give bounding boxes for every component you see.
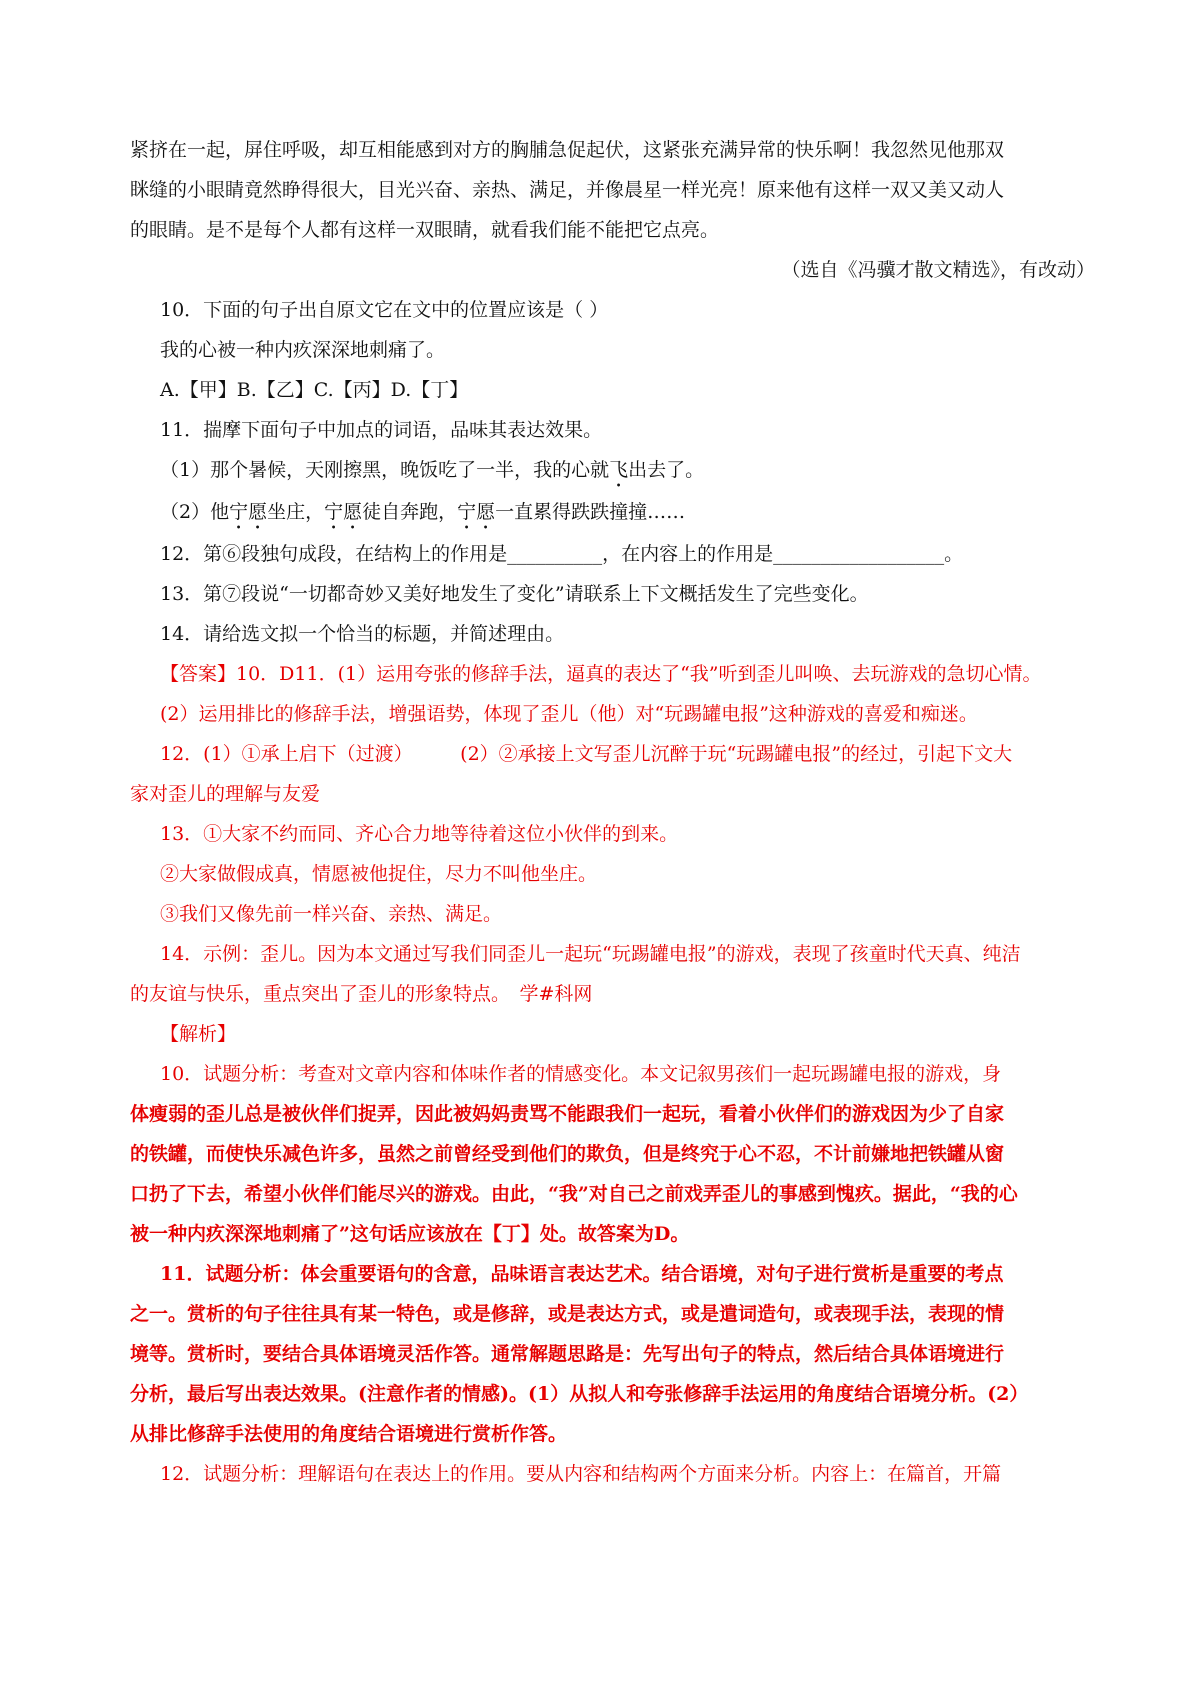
question-14: 14．请给选文拟一个恰当的标题，并简述理由。 <box>160 623 565 645</box>
answer-line: 【答案】10．D11．(1）运用夸张的修辞手法，逼真的表达了“我”听到歪儿叫唤、去玩游戏的急切心情。 <box>160 663 1042 685</box>
text-run: 出去了。 <box>628 459 705 481</box>
analysis-11-line: 境等。赏析时，要结合具体语境灵活作答。通常解题思路是：先写出句子的特点，然后结合具体语境进行 <box>130 1343 1005 1365</box>
question-10-sentence: 我的心被一种内疚深深地刺痛了。 <box>160 339 446 361</box>
analysis-11-line: 之一。赏析的句子往往具有某一特色，或是修辞，或是表达方式，或是遣词造句，或表现手法，表现的情 <box>130 1303 1005 1325</box>
text-run: （1）那个暑候，天刚擦黑，晚饭吃了一半，我的心就 <box>160 459 610 481</box>
analysis-10-line: 被一种内疚深深地刺痛了”这句话应该放在【丁】处。故答案为D。 <box>130 1223 690 1245</box>
analysis-heading: 【解析】 <box>160 1023 237 1045</box>
analysis-11-line: 11．试题分析：体会重要语句的含意，品味语言表达艺术。结合语境，对句子进行赏析是重要的考点 <box>160 1263 1004 1285</box>
passage-line: 的眼睛。是不是每个人都有这样一双眼睛，就看我们能不能把它点亮。 <box>130 219 720 241</box>
answer-line: 的友谊与快乐，重点突出了歪儿的形象特点。 学#科网 <box>130 983 593 1005</box>
analysis-10-line: 的铁罐，而使快乐减色许多，虽然之前曾经受到他们的欺负，但是终究于心不忍，不计前嫌地把铁罐从窗 <box>130 1143 1005 1165</box>
dotted-word: 宁愿 <box>457 501 496 523</box>
question-11: 11．揣摩下面句子中加点的词语，品味其表达效果。 <box>160 419 603 441</box>
answer-line: ③我们又像先前一样兴奋、亲热、满足。 <box>160 903 503 925</box>
passage-line: 紧挤在一起，屏住呼吸，却互相能感到对方的胸脯急促起伏，这紧张充满异常的快乐啊！我忽然见他那双 <box>130 139 1005 161</box>
answer-line: 12．(1）①承上启下（过渡） (2）②承接上文写歪儿沉醉于玩“玩踢罐电报”的经过，引起下文大 <box>160 743 1013 765</box>
question-10-options: A.【甲】B.【乙】C.【丙】D.【丁】 <box>160 379 469 401</box>
analysis-11-line: 从排比修辞手法使用的角度结合语境进行赏析作答。 <box>130 1423 568 1445</box>
dotted-word: 宁愿 <box>229 501 268 523</box>
analysis-11-line: 分析，最后写出表达效果。(注意作者的情感)。(1）从拟人和夸张修辞手法运用的角度结合语境分析。(2） <box>130 1383 1029 1405</box>
dotted-word: 宁愿 <box>324 501 363 523</box>
answer-line: 13．①大家不约而同、齐心合力地等待着这位小伙伴的到来。 <box>160 823 679 845</box>
text-run: （2）他 <box>160 501 230 523</box>
answer-line: ②大家做假成真，情愿被他捉住，尽力不叫他坐庄。 <box>160 863 598 885</box>
dotted-word: 飞 <box>609 459 629 481</box>
answer-line: (2）运用排比的修辞手法，增强语势，体现了歪儿（他）对“玩踢罐电报”这种游戏的喜爱和痴迷。 <box>160 703 978 725</box>
question-12: 12．第⑥段独句成段，在结构上的作用是__________，在内容上的作用是__________________。 <box>160 543 964 565</box>
analysis-10-line: 体瘦弱的歪儿总是被伙伴们捉弄，因此被妈妈责骂不能跟我们一起玩，看着小伙伴们的游戏因为少了自家 <box>130 1103 1005 1125</box>
analysis-10-line: 口扔了下去，希望小伙伴们能尽兴的游戏。由此，“我”对自己之前戏弄歪儿的事感到愧疚。据此，“我的心 <box>130 1183 1018 1205</box>
question-11-sentence-1 <box>130 450 1095 492</box>
question-11-sentence-2 <box>130 492 1095 534</box>
passage-line: 眯缝的小眼睛竟然睁得很大，目光兴奋、亲热、满足，并像晨星一样光亮！原来他有这样一双又美又动人 <box>130 179 1005 201</box>
text-run: 一直累得跌跌撞撞…… <box>495 501 686 523</box>
analysis-12-line: 12．试题分析：理解语句在表达上的作用。要从内容和结构两个方面来分析。内容上：在篇首，开篇 <box>160 1463 1002 1485</box>
text-run: 徒自奔跑， <box>362 501 458 523</box>
question-10: 10．下面的句子出自原文它在文中的位置应该是（ ） <box>160 299 609 321</box>
answer-line: 14．示例：歪儿。因为本文通过写我们同歪儿一起玩“玩踢罐电报”的游戏，表现了孩童时代天真、纯洁 <box>160 943 1021 965</box>
question-13: 13．第⑦段说“一切都奇妙又美好地发生了变化”请联系上下文概括发生了完些变化。 <box>160 583 869 605</box>
analysis-10-line: 10．试题分析：考查对文章内容和体味作者的情感变化。本文记叙男孩们一起玩踢罐电报的游戏，身 <box>160 1063 1002 1085</box>
text-run: 坐庄， <box>267 501 325 523</box>
answer-line: 家对歪儿的理解与友爱 <box>130 783 321 805</box>
source-citation: （选自《冯骥才散文精选》，有改动） <box>781 259 1095 281</box>
document-body <box>130 130 1095 1494</box>
